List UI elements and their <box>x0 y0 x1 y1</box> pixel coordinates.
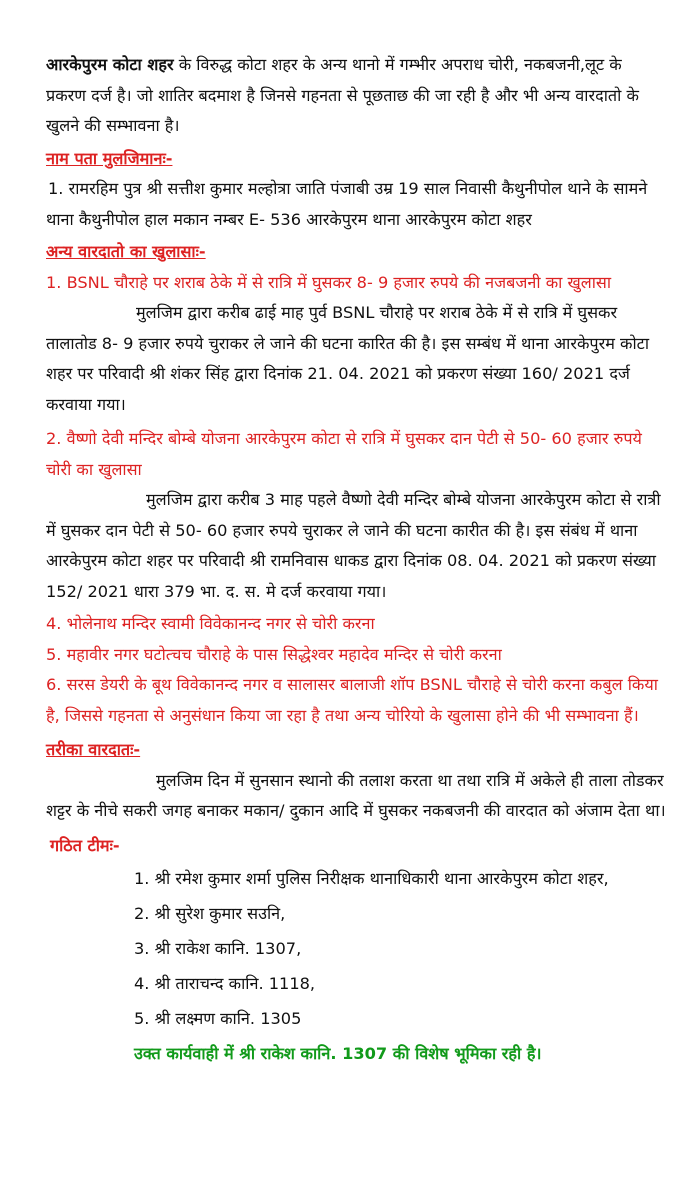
team-list <box>46 861 666 1071</box>
case2-title: 2. वैष्णो देवी मन्दिर बोम्बे योजना आरकेपुरम कोटा से रात्रि में घुसकर दान पेटी से 50- 60 हजार रुपये चोरी का खुलासा <box>46 429 642 479</box>
team-member: 2. श्री सुरेश कुमार सउनि, <box>134 904 286 923</box>
team-member: 1. श्री रमेश कुमार शर्मा पुलिस निरीक्षक थानाधिकारी थाना आरकेपुरम कोटा शहर, <box>134 869 609 888</box>
modus-heading: तरीका वारदातः- <box>46 740 141 759</box>
case4: 4. भोलेनाथ मन्दिर स्वामी विवेकानन्द नगर से चोरी करना <box>46 614 375 633</box>
team-member: 5. श्री लक्ष्मण कानि. 1305 <box>134 1009 302 1028</box>
team-member: 3. श्री राकेश कानि. 1307, <box>134 939 302 958</box>
modus-body: मुलजिम दिन में सुनसान स्थानो की तलाश करता था तथा रात्रि में अकेले ही ताला तोडकर शट्टर के नीचे सकरी जगह बनाकर मकान/ दुकान आदि में घुसकर नकबजनी की वारदात को अंजाम देता था। <box>46 770 666 820</box>
team-member: 4. श्री ताराचन्द कानि. 1118, <box>134 974 316 993</box>
disclosures-heading: अन्य वारदातो का खुलासाः- <box>46 242 206 261</box>
case5: 5. महावीर नगर घटोत्चच चौराहे के पास सिद्धेश्वर महादेव मन्दिर से चोरी करना <box>46 644 502 664</box>
accused-item: 1. रामरहिम पुत्र श्री सत्तीश कुमार मल्होत्रा जाति पंजाबी उम्र 19 साल निवासी कैथुनीपोल थाने के सामने थाना कैथुनीपोल हाल मकान नम्बर E- 536 आरकेपुरम थाना आरकेपुरम कोटा शहर <box>46 179 648 229</box>
team-heading: गठित टीमः- <box>50 835 120 855</box>
case6: 6. सरस डेयरी के बूथ विवेकानन्द नगर व सालासर बालाजी शॉप BSNL चौराहे से चोरी करना कबुल किया है, जिससे गहनता से अनुसंधान किया जा रहा है तथा अन्य चोरियो के खुलासा होने की भी सम्भावना हैं। <box>46 675 658 725</box>
accused-heading: नाम पता मुलजिमानः- <box>46 148 173 168</box>
press-note <box>46 50 666 1071</box>
case1-body: मुलजिम द्वारा करीब ढाई माह पुर्व BSNL चौराहे पर शराब ठेके में से रात्रि में घुसकर तालातोड 8- 9 हजार रुपये चुराकर ले जाने की घटना कारित की है। इस सम्बंध में थाना आरकेपुरम कोटा शहर पर परिवादी श्री शंकर सिंह द्वारा दिनांक 21. 04. 2021 को प्रकरण संख्या 160/ 2021 दर्ज करवाया गया। <box>46 303 650 414</box>
intro-text: के विरुद्ध कोटा शहर के अन्य थानो में गम्भीर अपराध चोरी, नकबजनी,लूट के प्रकरण दर्ज है। जो शातिर बदमाश है जिनसे गहनता से पूछताछ की जा रही है और भी अन्य वारदातो के खुलने की सम्भावना है। <box>46 55 639 135</box>
case2-body: मुलजिम द्वारा करीब 3 माह पहले वैष्णो देवी मन्दिर बोम्बे योजना आरकेपुरम कोटा से रात्री में घुसकर दान पेटी से 50- 60 हजार रुपये चुराकर ले जाने की घटना कारीत की है। इस संबंध में थाना आरकेपुरम कोटा शहर पर परिवादी श्री रामनिवास धाकड द्वारा दिनांक 08. 04. 2021 को प्रकरण संख्या 152/ 2021 धारा 379 भा. द. स. मे दर्ज करवाया गया। <box>46 490 661 601</box>
intro-lead: आरकेपुरम कोटा शहर <box>46 55 174 74</box>
intro-paragraph <box>46 50 666 142</box>
case1-title: 1. BSNL चौराहे पर शराब ठेके में से रात्रि में घुसकर 8- 9 हजार रुपये की नजबजनी का खुलासा <box>46 272 612 292</box>
special-role-note: उक्त कार्यवाही में श्री राकेश कानि. 1307 की विशेष भूमिका रही है। <box>134 1044 542 1063</box>
